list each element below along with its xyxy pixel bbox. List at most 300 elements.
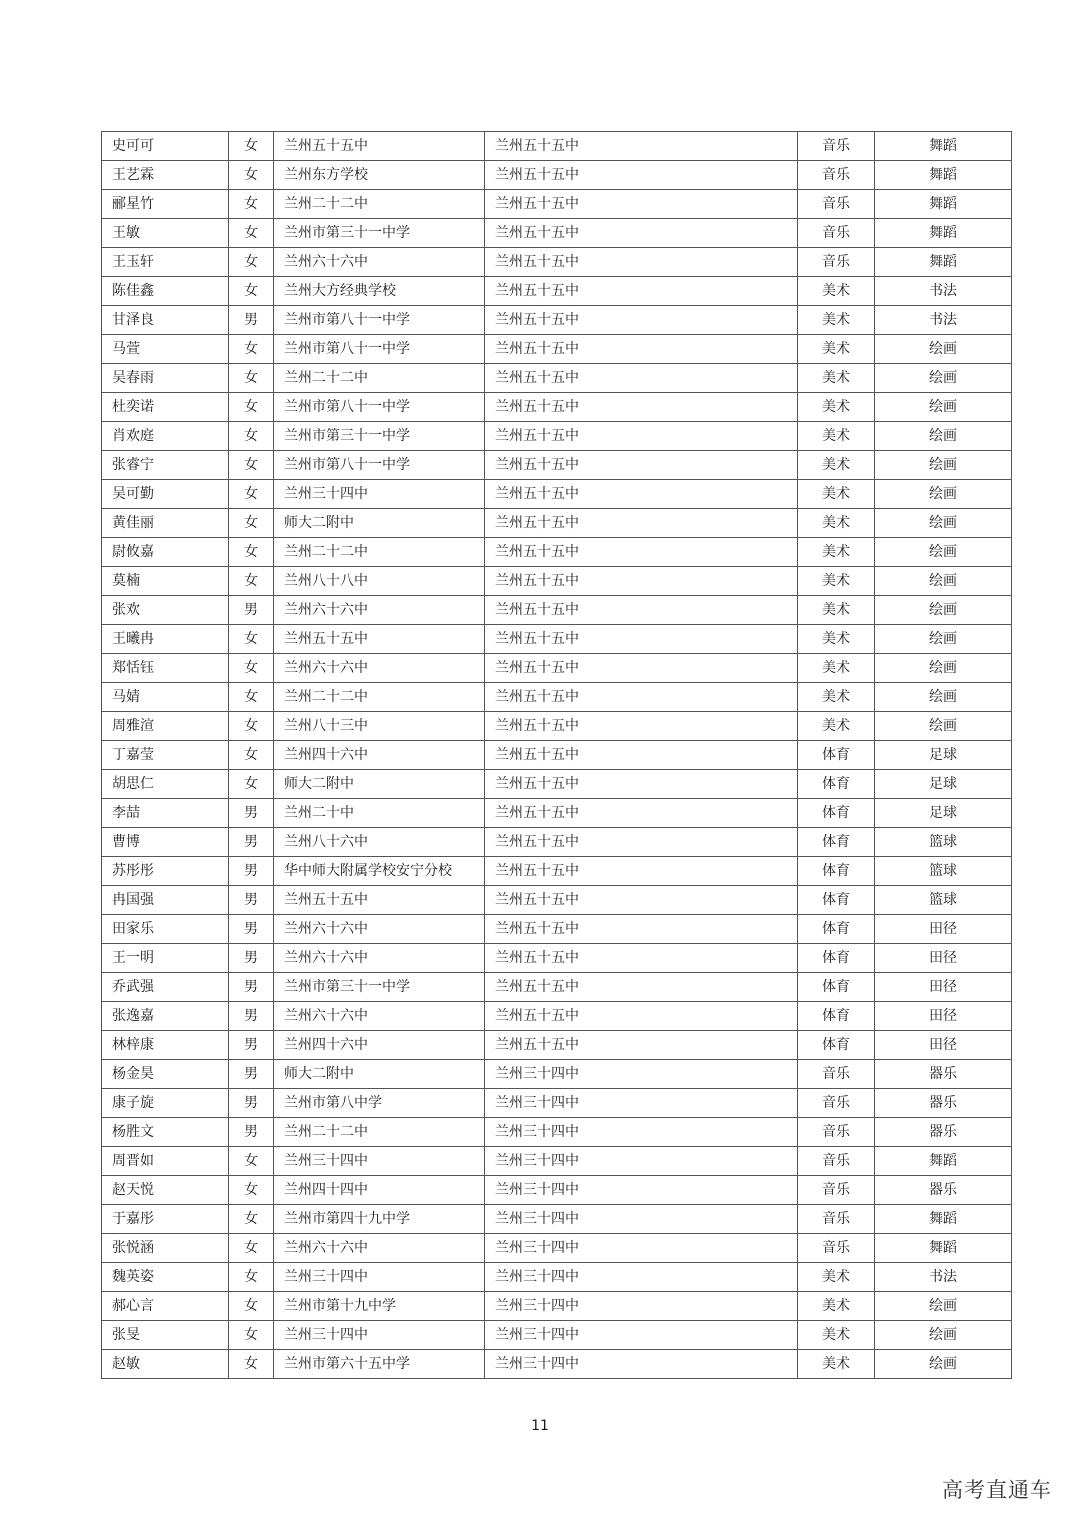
origin-school-cell: 兰州五十五中 (274, 886, 485, 915)
page-number: 11 (531, 1418, 549, 1434)
table-row (102, 393, 1012, 422)
admit-school-cell: 兰州五十五中 (485, 973, 798, 1002)
gender-cell: 女 (229, 1350, 274, 1379)
name-cell: 张睿宁 (102, 451, 229, 480)
category-cell: 音乐 (798, 1089, 875, 1118)
item-cell: 田径 (875, 915, 1012, 944)
item-cell: 篮球 (875, 886, 1012, 915)
origin-school-cell: 兰州二十二中 (274, 190, 485, 219)
table-row (102, 828, 1012, 857)
table-row (102, 132, 1012, 161)
table-row (102, 770, 1012, 799)
item-cell: 舞蹈 (875, 132, 1012, 161)
admit-school-cell: 兰州三十四中 (485, 1118, 798, 1147)
table-row (102, 219, 1012, 248)
origin-school-cell: 兰州四十六中 (274, 1031, 485, 1060)
admit-school-cell: 兰州五十五中 (485, 770, 798, 799)
origin-school-cell: 兰州二十二中 (274, 364, 485, 393)
gender-cell: 女 (229, 248, 274, 277)
student-table-body (102, 132, 1012, 1379)
origin-school-cell: 兰州四十四中 (274, 1176, 485, 1205)
admit-school-cell: 兰州三十四中 (485, 1089, 798, 1118)
name-cell: 赵天悦 (102, 1176, 229, 1205)
table-row (102, 1089, 1012, 1118)
table-row (102, 480, 1012, 509)
origin-school-cell: 兰州市第八十一中学 (274, 306, 485, 335)
category-cell: 美术 (798, 1350, 875, 1379)
gender-cell: 女 (229, 1147, 274, 1176)
admit-school-cell: 兰州三十四中 (485, 1321, 798, 1350)
name-cell: 王敏 (102, 219, 229, 248)
gender-cell: 女 (229, 683, 274, 712)
category-cell: 体育 (798, 828, 875, 857)
admit-school-cell: 兰州五十五中 (485, 219, 798, 248)
origin-school-cell: 兰州三十四中 (274, 1321, 485, 1350)
item-cell: 舞蹈 (875, 248, 1012, 277)
category-cell: 音乐 (798, 1147, 875, 1176)
item-cell: 田径 (875, 1002, 1012, 1031)
table-row (102, 1031, 1012, 1060)
name-cell: 张欢 (102, 596, 229, 625)
gender-cell: 男 (229, 596, 274, 625)
item-cell: 足球 (875, 799, 1012, 828)
gender-cell: 女 (229, 770, 274, 799)
gender-cell: 女 (229, 538, 274, 567)
category-cell: 美术 (798, 654, 875, 683)
origin-school-cell: 兰州八十三中 (274, 712, 485, 741)
gender-cell: 女 (229, 509, 274, 538)
category-cell: 音乐 (798, 1176, 875, 1205)
name-cell: 杨金昊 (102, 1060, 229, 1089)
origin-school-cell: 兰州东方学校 (274, 161, 485, 190)
table-row (102, 1002, 1012, 1031)
gender-cell: 男 (229, 973, 274, 1002)
table-row (102, 1292, 1012, 1321)
origin-school-cell: 兰州市第八中学 (274, 1089, 485, 1118)
item-cell: 绘画 (875, 364, 1012, 393)
origin-school-cell: 兰州市第三十一中学 (274, 219, 485, 248)
admit-school-cell: 兰州五十五中 (485, 596, 798, 625)
category-cell: 音乐 (798, 1118, 875, 1147)
origin-school-cell: 兰州市第三十一中学 (274, 422, 485, 451)
admit-school-cell: 兰州五十五中 (485, 422, 798, 451)
origin-school-cell: 兰州市第八十一中学 (274, 451, 485, 480)
table-row (102, 915, 1012, 944)
origin-school-cell: 兰州二十二中 (274, 683, 485, 712)
item-cell: 器乐 (875, 1118, 1012, 1147)
category-cell: 美术 (798, 596, 875, 625)
origin-school-cell: 兰州六十六中 (274, 596, 485, 625)
table-row (102, 683, 1012, 712)
item-cell: 书法 (875, 1263, 1012, 1292)
admit-school-cell: 兰州五十五中 (485, 886, 798, 915)
gender-cell: 女 (229, 480, 274, 509)
admit-school-cell: 兰州五十五中 (485, 1002, 798, 1031)
table-row (102, 190, 1012, 219)
origin-school-cell: 兰州市第八十一中学 (274, 335, 485, 364)
category-cell: 音乐 (798, 1234, 875, 1263)
category-cell: 美术 (798, 1263, 875, 1292)
origin-school-cell: 兰州市第三十一中学 (274, 973, 485, 1002)
item-cell: 绘画 (875, 451, 1012, 480)
item-cell: 绘画 (875, 1321, 1012, 1350)
origin-school-cell: 兰州五十五中 (274, 625, 485, 654)
origin-school-cell: 兰州三十四中 (274, 480, 485, 509)
item-cell: 舞蹈 (875, 161, 1012, 190)
origin-school-cell: 兰州六十六中 (274, 1002, 485, 1031)
name-cell: 吴春雨 (102, 364, 229, 393)
gender-cell: 女 (229, 161, 274, 190)
item-cell: 绘画 (875, 712, 1012, 741)
admit-school-cell: 兰州五十五中 (485, 480, 798, 509)
gender-cell: 女 (229, 190, 274, 219)
name-cell: 甘泽良 (102, 306, 229, 335)
item-cell: 绘画 (875, 422, 1012, 451)
origin-school-cell: 师大二附中 (274, 509, 485, 538)
gender-cell: 女 (229, 1205, 274, 1234)
gender-cell: 女 (229, 1263, 274, 1292)
name-cell: 王曦冉 (102, 625, 229, 654)
admit-school-cell: 兰州三十四中 (485, 1147, 798, 1176)
admit-school-cell: 兰州五十五中 (485, 509, 798, 538)
name-cell: 胡思仁 (102, 770, 229, 799)
origin-school-cell: 兰州八十八中 (274, 567, 485, 596)
gender-cell: 女 (229, 219, 274, 248)
name-cell: 杜奕诺 (102, 393, 229, 422)
name-cell: 黄佳丽 (102, 509, 229, 538)
table-row (102, 277, 1012, 306)
item-cell: 绘画 (875, 654, 1012, 683)
origin-school-cell: 兰州六十六中 (274, 654, 485, 683)
item-cell: 篮球 (875, 828, 1012, 857)
item-cell: 足球 (875, 770, 1012, 799)
table-row (102, 1060, 1012, 1089)
table-row (102, 335, 1012, 364)
category-cell: 体育 (798, 1002, 875, 1031)
name-cell: 郝心言 (102, 1292, 229, 1321)
category-cell: 体育 (798, 857, 875, 886)
category-cell: 音乐 (798, 132, 875, 161)
item-cell: 足球 (875, 741, 1012, 770)
origin-school-cell: 师大二附中 (274, 1060, 485, 1089)
item-cell: 书法 (875, 277, 1012, 306)
name-cell: 史可可 (102, 132, 229, 161)
admit-school-cell: 兰州五十五中 (485, 335, 798, 364)
admit-school-cell: 兰州五十五中 (485, 567, 798, 596)
admit-school-cell: 兰州三十四中 (485, 1292, 798, 1321)
name-cell: 马萱 (102, 335, 229, 364)
item-cell: 器乐 (875, 1060, 1012, 1089)
item-cell: 绘画 (875, 596, 1012, 625)
item-cell: 篮球 (875, 857, 1012, 886)
item-cell: 书法 (875, 306, 1012, 335)
origin-school-cell: 兰州六十六中 (274, 1234, 485, 1263)
name-cell: 林梓康 (102, 1031, 229, 1060)
gender-cell: 男 (229, 799, 274, 828)
table-row (102, 567, 1012, 596)
table-row (102, 712, 1012, 741)
gender-cell: 女 (229, 335, 274, 364)
item-cell: 器乐 (875, 1089, 1012, 1118)
category-cell: 音乐 (798, 1205, 875, 1234)
item-cell: 绘画 (875, 509, 1012, 538)
item-cell: 绘画 (875, 480, 1012, 509)
gender-cell: 男 (229, 1031, 274, 1060)
name-cell: 乔武强 (102, 973, 229, 1002)
name-cell: 于嘉彤 (102, 1205, 229, 1234)
gender-cell: 男 (229, 944, 274, 973)
category-cell: 体育 (798, 1031, 875, 1060)
gender-cell: 女 (229, 364, 274, 393)
admit-school-cell: 兰州五十五中 (485, 828, 798, 857)
origin-school-cell: 兰州市第六十五中学 (274, 1350, 485, 1379)
item-cell: 绘画 (875, 538, 1012, 567)
gender-cell: 女 (229, 132, 274, 161)
origin-school-cell: 兰州二十中 (274, 799, 485, 828)
gender-cell: 女 (229, 1176, 274, 1205)
item-cell: 舞蹈 (875, 190, 1012, 219)
name-cell: 李喆 (102, 799, 229, 828)
gender-cell: 男 (229, 1089, 274, 1118)
watermark: 高考直通车 (942, 1478, 1052, 1502)
category-cell: 美术 (798, 306, 875, 335)
item-cell: 绘画 (875, 567, 1012, 596)
origin-school-cell: 华中师大附属学校安宁分校 (274, 857, 485, 886)
category-cell: 音乐 (798, 161, 875, 190)
category-cell: 美术 (798, 509, 875, 538)
admit-school-cell: 兰州五十五中 (485, 538, 798, 567)
item-cell: 田径 (875, 944, 1012, 973)
origin-school-cell: 兰州八十六中 (274, 828, 485, 857)
gender-cell: 女 (229, 451, 274, 480)
category-cell: 美术 (798, 335, 875, 364)
admit-school-cell: 兰州三十四中 (485, 1205, 798, 1234)
admit-school-cell: 兰州五十五中 (485, 625, 798, 654)
name-cell: 魏英姿 (102, 1263, 229, 1292)
name-cell: 康子旋 (102, 1089, 229, 1118)
admit-school-cell: 兰州三十四中 (485, 1234, 798, 1263)
admit-school-cell: 兰州三十四中 (485, 1176, 798, 1205)
admit-school-cell: 兰州五十五中 (485, 799, 798, 828)
item-cell: 绘画 (875, 625, 1012, 654)
table-row (102, 741, 1012, 770)
table-row (102, 1321, 1012, 1350)
name-cell: 陈佳鑫 (102, 277, 229, 306)
name-cell: 尉攸嘉 (102, 538, 229, 567)
gender-cell: 女 (229, 277, 274, 306)
name-cell: 张逸嘉 (102, 1002, 229, 1031)
origin-school-cell: 兰州二十二中 (274, 1118, 485, 1147)
admit-school-cell: 兰州五十五中 (485, 915, 798, 944)
item-cell: 舞蹈 (875, 1205, 1012, 1234)
table-row (102, 973, 1012, 1002)
gender-cell: 男 (229, 1002, 274, 1031)
gender-cell: 男 (229, 1060, 274, 1089)
table-row (102, 857, 1012, 886)
category-cell: 美术 (798, 393, 875, 422)
gender-cell: 男 (229, 1118, 274, 1147)
name-cell: 郦星竹 (102, 190, 229, 219)
table-row (102, 1234, 1012, 1263)
category-cell: 美术 (798, 1292, 875, 1321)
category-cell: 美术 (798, 683, 875, 712)
student-table (101, 131, 1012, 1379)
admit-school-cell: 兰州三十四中 (485, 1060, 798, 1089)
table-row (102, 364, 1012, 393)
category-cell: 体育 (798, 973, 875, 1002)
name-cell: 王一明 (102, 944, 229, 973)
table-row (102, 1263, 1012, 1292)
name-cell: 张悦涵 (102, 1234, 229, 1263)
category-cell: 美术 (798, 712, 875, 741)
gender-cell: 女 (229, 741, 274, 770)
category-cell: 体育 (798, 944, 875, 973)
item-cell: 绘画 (875, 393, 1012, 422)
category-cell: 音乐 (798, 1060, 875, 1089)
origin-school-cell: 兰州六十六中 (274, 944, 485, 973)
item-cell: 舞蹈 (875, 219, 1012, 248)
table-row (102, 596, 1012, 625)
admit-school-cell: 兰州五十五中 (485, 944, 798, 973)
origin-school-cell: 兰州二十二中 (274, 538, 485, 567)
gender-cell: 女 (229, 1234, 274, 1263)
category-cell: 体育 (798, 886, 875, 915)
item-cell: 绘画 (875, 335, 1012, 364)
gender-cell: 男 (229, 886, 274, 915)
item-cell: 田径 (875, 1031, 1012, 1060)
name-cell: 张旻 (102, 1321, 229, 1350)
table-row (102, 161, 1012, 190)
category-cell: 美术 (798, 625, 875, 654)
admit-school-cell: 兰州五十五中 (485, 393, 798, 422)
admit-school-cell: 兰州五十五中 (485, 161, 798, 190)
table-row (102, 944, 1012, 973)
table-row (102, 1118, 1012, 1147)
category-cell: 美术 (798, 422, 875, 451)
origin-school-cell: 兰州四十六中 (274, 741, 485, 770)
name-cell: 田家乐 (102, 915, 229, 944)
admit-school-cell: 兰州五十五中 (485, 1031, 798, 1060)
table-row (102, 799, 1012, 828)
table-row (102, 451, 1012, 480)
name-cell: 曹博 (102, 828, 229, 857)
table-row (102, 654, 1012, 683)
gender-cell: 女 (229, 1292, 274, 1321)
category-cell: 美术 (798, 277, 875, 306)
gender-cell: 女 (229, 567, 274, 596)
admit-school-cell: 兰州五十五中 (485, 712, 798, 741)
table-row (102, 538, 1012, 567)
origin-school-cell: 兰州五十五中 (274, 132, 485, 161)
category-cell: 音乐 (798, 219, 875, 248)
table-row (102, 306, 1012, 335)
admit-school-cell: 兰州五十五中 (485, 248, 798, 277)
origin-school-cell: 兰州市第四十九中学 (274, 1205, 485, 1234)
origin-school-cell: 兰州市第八十一中学 (274, 393, 485, 422)
origin-school-cell: 兰州三十四中 (274, 1147, 485, 1176)
admit-school-cell: 兰州五十五中 (485, 857, 798, 886)
origin-school-cell: 兰州三十四中 (274, 1263, 485, 1292)
name-cell: 周晋如 (102, 1147, 229, 1176)
admit-school-cell: 兰州五十五中 (485, 190, 798, 219)
name-cell: 丁嘉莹 (102, 741, 229, 770)
category-cell: 体育 (798, 799, 875, 828)
origin-school-cell: 师大二附中 (274, 770, 485, 799)
gender-cell: 女 (229, 712, 274, 741)
origin-school-cell: 兰州大方经典学校 (274, 277, 485, 306)
category-cell: 美术 (798, 538, 875, 567)
origin-school-cell: 兰州市第十九中学 (274, 1292, 485, 1321)
name-cell: 吴可勤 (102, 480, 229, 509)
gender-cell: 女 (229, 654, 274, 683)
category-cell: 音乐 (798, 248, 875, 277)
category-cell: 美术 (798, 451, 875, 480)
admit-school-cell: 兰州五十五中 (485, 132, 798, 161)
name-cell: 冉国强 (102, 886, 229, 915)
category-cell: 美术 (798, 1321, 875, 1350)
origin-school-cell: 兰州六十六中 (274, 248, 485, 277)
gender-cell: 女 (229, 625, 274, 654)
name-cell: 莫楠 (102, 567, 229, 596)
table-row (102, 1350, 1012, 1379)
name-cell: 郑恬钰 (102, 654, 229, 683)
category-cell: 美术 (798, 567, 875, 596)
gender-cell: 女 (229, 1321, 274, 1350)
admit-school-cell: 兰州五十五中 (485, 364, 798, 393)
admit-school-cell: 兰州五十五中 (485, 277, 798, 306)
gender-cell: 男 (229, 915, 274, 944)
item-cell: 舞蹈 (875, 1234, 1012, 1263)
gender-cell: 女 (229, 422, 274, 451)
category-cell: 体育 (798, 770, 875, 799)
admit-school-cell: 兰州五十五中 (485, 741, 798, 770)
gender-cell: 女 (229, 393, 274, 422)
category-cell: 体育 (798, 741, 875, 770)
item-cell: 田径 (875, 973, 1012, 1002)
table-row (102, 422, 1012, 451)
item-cell: 舞蹈 (875, 1147, 1012, 1176)
name-cell: 杨胜文 (102, 1118, 229, 1147)
table-row (102, 248, 1012, 277)
table-row (102, 1147, 1012, 1176)
table-row (102, 1205, 1012, 1234)
gender-cell: 男 (229, 306, 274, 335)
item-cell: 器乐 (875, 1176, 1012, 1205)
admit-school-cell: 兰州五十五中 (485, 306, 798, 335)
gender-cell: 男 (229, 828, 274, 857)
admit-school-cell: 兰州五十五中 (485, 451, 798, 480)
gender-cell: 男 (229, 857, 274, 886)
admit-school-cell: 兰州五十五中 (485, 683, 798, 712)
category-cell: 音乐 (798, 190, 875, 219)
admit-school-cell: 兰州五十五中 (485, 654, 798, 683)
category-cell: 美术 (798, 480, 875, 509)
table-row (102, 1176, 1012, 1205)
table-row (102, 509, 1012, 538)
item-cell: 绘画 (875, 683, 1012, 712)
category-cell: 体育 (798, 915, 875, 944)
category-cell: 美术 (798, 364, 875, 393)
admit-school-cell: 兰州三十四中 (485, 1263, 798, 1292)
name-cell: 马婧 (102, 683, 229, 712)
name-cell: 苏彤彤 (102, 857, 229, 886)
origin-school-cell: 兰州六十六中 (274, 915, 485, 944)
item-cell: 绘画 (875, 1292, 1012, 1321)
table-row (102, 625, 1012, 654)
item-cell: 绘画 (875, 1350, 1012, 1379)
table-row (102, 886, 1012, 915)
name-cell: 肖欢庭 (102, 422, 229, 451)
